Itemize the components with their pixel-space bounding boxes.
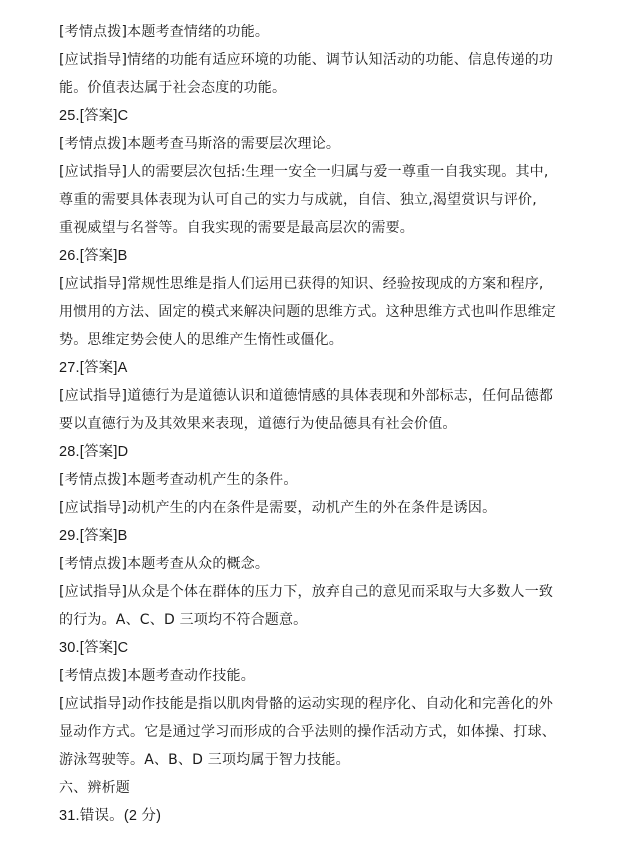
text-line: 游泳驾驶等。A、B、D 三项均属于智力技能。 — [59, 752, 350, 768]
text-line: 用惯用的方法、固定的模式来解决问题的思维方式。这种思维方式也叫作思维定 — [59, 304, 556, 320]
section-heading: 六、辨析题 — [59, 780, 130, 796]
text-line: [应试指导]动机产生的内在条件是需要，动机产生的外在条件是诱因。 — [59, 500, 497, 516]
text-line: 重视威望与名誉等。自我实现的需要是最高层次的需要。 — [59, 220, 414, 236]
text-line: 能。价值表达属于社会态度的功能。 — [59, 80, 287, 96]
text-line: [考情点拨]本题考查动机产生的条件。 — [59, 472, 298, 488]
text-line: [考情点拨]本题考查从众的概念。 — [59, 556, 270, 572]
text-line: 显动作方式。它是通过学习而形成的合乎法则的操作活动方式，如体操、打球、 — [59, 724, 556, 740]
text-line: [应试指导]情绪的功能有适应环境的功能、调节认知活动的功能、信息传递的功 — [59, 52, 554, 68]
answer-line: 28.[答案]D — [59, 444, 129, 460]
text-line: 要以直德行为及其效果来表现，道德行为使品德具有社会价值。 — [59, 416, 457, 432]
answer-line: 31.错误。(2 分) — [59, 808, 162, 824]
text-line: 势。思维定势会使人的思维产生惰性或僵化。 — [59, 332, 343, 348]
text-line: [应试指导]动作技能是指以肌肉骨骼的运动实现的程序化、自动化和完善化的外 — [59, 696, 554, 712]
answer-line: 29.[答案]B — [59, 528, 128, 544]
text-line: [应试指导]从众是个体在群体的压力下，放弃自己的意见而采取与大多数人一致 — [59, 584, 554, 600]
text-line: 尊重的需要具体表现为认可自己的实力与成就，自信、独立,渴望赏识与评价, — [59, 192, 537, 208]
text-line: [考情点拨]本题考查情绪的功能。 — [59, 24, 270, 40]
text-line: [应试指导]人的需要层次包括:生理一安全一归属与爱一尊重一自我实现。其中, — [59, 164, 549, 180]
answer-line: 25.[答案]C — [59, 108, 129, 124]
text-line: [应试指导]常规性思维是指人们运用已获得的知识、经验按现成的方案和程序, — [59, 276, 544, 292]
answer-line: 30.[答案]C — [59, 640, 129, 656]
answer-line: 26.[答案]B — [59, 248, 128, 264]
document-body — [59, 18, 564, 830]
answer-line: 27.[答案]A — [59, 360, 128, 376]
text-line: [考情点拨]本题考查动作技能。 — [59, 668, 255, 684]
text-line: [应试指导]道德行为是道德认识和道德情感的具体表现和外部标志，任何品德都 — [59, 388, 554, 404]
text-line: 的行为。A、C、D 三项均不符合题意。 — [59, 612, 308, 628]
text-line: [考情点拨]本题考查马斯洛的需要层次理论。 — [59, 136, 341, 152]
